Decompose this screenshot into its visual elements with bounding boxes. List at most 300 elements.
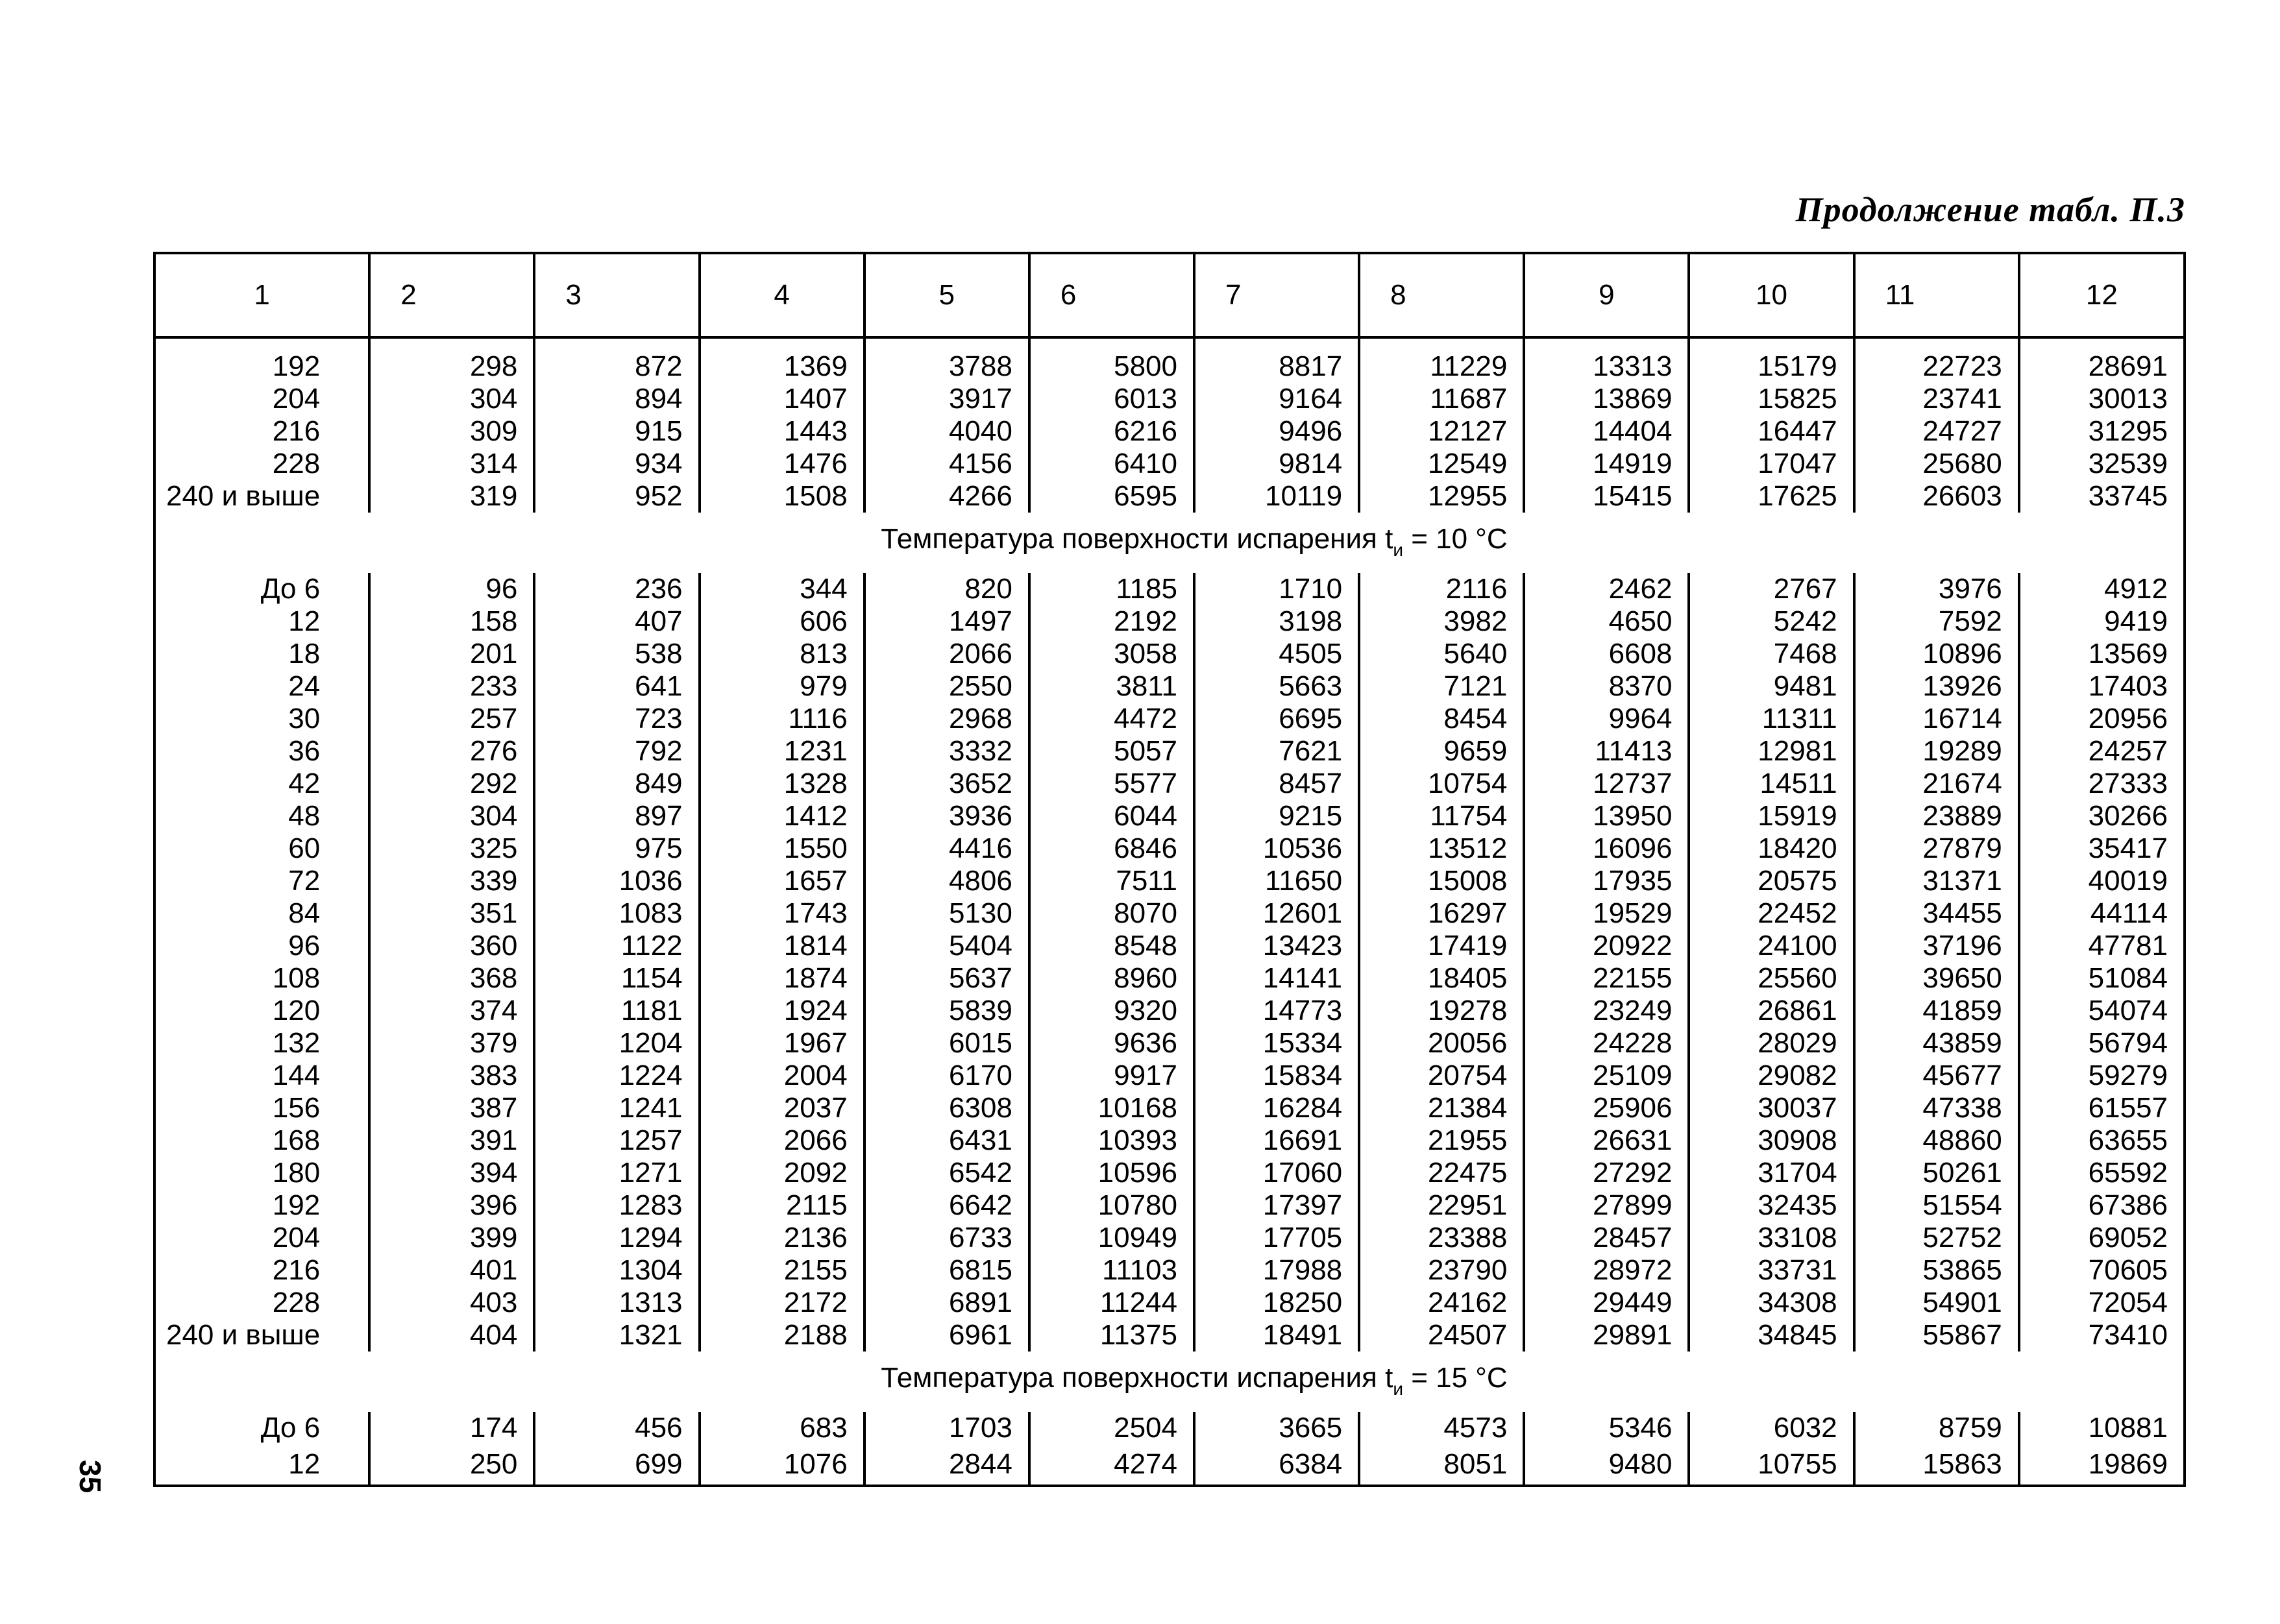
section-edge-cell	[2019, 1351, 2185, 1412]
value-cell: 15834	[1194, 1060, 1359, 1092]
value-cell: 6595	[1029, 480, 1194, 513]
value-cell: 11229	[1359, 350, 1524, 383]
value-cell: 11375	[1029, 1319, 1194, 1351]
table-row	[154, 800, 2185, 832]
spacer-cell	[1689, 337, 1854, 350]
value-cell: 975	[534, 832, 699, 865]
value-cell: 872	[534, 350, 699, 383]
value-cell: 8759	[1854, 1412, 2019, 1444]
value-cell: 1304	[534, 1254, 699, 1287]
value-cell: 10949	[1029, 1222, 1194, 1254]
value-cell: 7621	[1194, 735, 1359, 768]
value-cell: 14404	[1524, 415, 1689, 448]
value-cell: 20575	[1689, 865, 1854, 897]
value-cell: 3788	[864, 350, 1029, 383]
section-edge-cell	[154, 1351, 369, 1412]
value-cell: 8370	[1524, 670, 1689, 703]
value-cell: 399	[369, 1222, 534, 1254]
value-cell: 13423	[1194, 930, 1359, 962]
value-cell: 368	[369, 962, 534, 995]
value-cell: 16096	[1524, 832, 1689, 865]
value-cell: 407	[534, 605, 699, 638]
value-cell: 1116	[700, 703, 864, 735]
value-cell: 40019	[2019, 865, 2185, 897]
value-cell: 10393	[1029, 1124, 1194, 1157]
value-cell: 6642	[864, 1189, 1029, 1222]
value-cell: 33731	[1689, 1254, 1854, 1287]
value-cell: 22951	[1359, 1189, 1524, 1222]
row-label-cell: 120	[154, 995, 369, 1027]
value-cell: 9496	[1194, 415, 1359, 448]
value-cell: 11754	[1359, 800, 1524, 832]
value-cell: 1328	[700, 768, 864, 800]
value-cell: 19529	[1524, 897, 1689, 930]
value-cell: 13569	[2019, 638, 2185, 670]
value-cell: 383	[369, 1060, 534, 1092]
row-label-cell: 168	[154, 1124, 369, 1157]
value-cell: 6961	[864, 1319, 1029, 1351]
spacer-cell	[864, 337, 1029, 350]
value-cell: 32539	[2019, 448, 2185, 480]
value-cell: 45677	[1854, 1060, 2019, 1092]
value-cell: 1204	[534, 1027, 699, 1060]
row-label-cell: 216	[154, 1254, 369, 1287]
value-cell: 14919	[1524, 448, 1689, 480]
column-header: 3	[534, 253, 699, 337]
value-cell: 28972	[1524, 1254, 1689, 1287]
spacer-cell	[369, 337, 534, 350]
table-row	[154, 350, 2185, 383]
value-cell: 31371	[1854, 865, 2019, 897]
value-cell: 10896	[1854, 638, 2019, 670]
value-cell: 1076	[700, 1444, 864, 1486]
value-cell: 23388	[1359, 1222, 1524, 1254]
value-cell: 21955	[1359, 1124, 1524, 1157]
value-cell: 4573	[1359, 1412, 1524, 1444]
value-cell: 351	[369, 897, 534, 930]
value-cell: 17625	[1689, 480, 1854, 513]
value-cell: 1743	[700, 897, 864, 930]
value-cell: 5577	[1029, 768, 1194, 800]
value-cell: 7511	[1029, 865, 1194, 897]
value-cell: 59279	[2019, 1060, 2185, 1092]
value-cell: 73410	[2019, 1319, 2185, 1351]
table-row	[154, 1319, 2185, 1351]
value-cell: 9964	[1524, 703, 1689, 735]
value-cell: 1224	[534, 1060, 699, 1092]
value-cell: 2092	[700, 1157, 864, 1189]
value-cell: 1924	[700, 995, 864, 1027]
value-cell: 21384	[1359, 1092, 1524, 1124]
value-cell: 55867	[1854, 1319, 2019, 1351]
value-cell: 3198	[1194, 605, 1359, 638]
value-cell: 26603	[1854, 480, 2019, 513]
value-cell: 1369	[700, 350, 864, 383]
value-cell: 51084	[2019, 962, 2185, 995]
value-cell: 48860	[1854, 1124, 2019, 1157]
value-cell: 3936	[864, 800, 1029, 832]
row-label-cell: 18	[154, 638, 369, 670]
value-cell: 723	[534, 703, 699, 735]
value-cell: 7121	[1359, 670, 1524, 703]
value-cell: 257	[369, 703, 534, 735]
table-row	[154, 865, 2185, 897]
value-cell: 13512	[1359, 832, 1524, 865]
row-label-cell: 132	[154, 1027, 369, 1060]
value-cell: 4274	[1029, 1444, 1194, 1486]
row-label-cell: 48	[154, 800, 369, 832]
row-label-cell: 24	[154, 670, 369, 703]
value-cell: 360	[369, 930, 534, 962]
value-cell: 298	[369, 350, 534, 383]
row-label-cell: 72	[154, 865, 369, 897]
value-cell: 13950	[1524, 800, 1689, 832]
value-cell: 13869	[1524, 383, 1689, 415]
value-cell: 6015	[864, 1027, 1029, 1060]
value-cell: 12549	[1359, 448, 1524, 480]
value-cell: 43859	[1854, 1027, 2019, 1060]
spacer-row	[154, 337, 2185, 350]
value-cell: 2066	[700, 1124, 864, 1157]
table-row	[154, 448, 2185, 480]
value-cell: 34455	[1854, 897, 2019, 930]
table-row	[154, 573, 2185, 605]
value-cell: 1283	[534, 1189, 699, 1222]
value-cell: 96	[369, 573, 534, 605]
value-cell: 1231	[700, 735, 864, 768]
row-label-cell: 156	[154, 1092, 369, 1124]
value-cell: 11413	[1524, 735, 1689, 768]
value-cell: 387	[369, 1092, 534, 1124]
value-cell: 2115	[700, 1189, 864, 1222]
value-cell: 1257	[534, 1124, 699, 1157]
row-label-cell: 240 и выше	[154, 1319, 369, 1351]
value-cell: 11650	[1194, 865, 1359, 897]
column-header: 6	[1029, 253, 1194, 337]
value-cell: 6733	[864, 1222, 1029, 1254]
value-cell: 9164	[1194, 383, 1359, 415]
value-cell: 1508	[700, 480, 864, 513]
value-cell: 9419	[2019, 605, 2185, 638]
value-cell: 5404	[864, 930, 1029, 962]
value-cell: 2550	[864, 670, 1029, 703]
value-cell: 2004	[700, 1060, 864, 1092]
value-cell: 7592	[1854, 605, 2019, 638]
row-label-cell: 84	[154, 897, 369, 930]
value-cell: 26861	[1689, 995, 1854, 1027]
row-label-cell: 216	[154, 415, 369, 448]
column-header: 8	[1359, 253, 1524, 337]
section-edge-cell	[2019, 513, 2185, 573]
value-cell: 8548	[1029, 930, 1194, 962]
value-cell: 6608	[1524, 638, 1689, 670]
value-cell: 12601	[1194, 897, 1359, 930]
value-cell: 17935	[1524, 865, 1689, 897]
value-cell: 3058	[1029, 638, 1194, 670]
value-cell: 26631	[1524, 1124, 1689, 1157]
value-cell: 16691	[1194, 1124, 1359, 1157]
table-row	[154, 1412, 2185, 1444]
value-cell: 8960	[1029, 962, 1194, 995]
value-cell: 37196	[1854, 930, 2019, 962]
spacer-cell	[700, 337, 864, 350]
value-cell: 2192	[1029, 605, 1194, 638]
table-row	[154, 962, 2185, 995]
table-row	[154, 480, 2185, 513]
value-cell: 6695	[1194, 703, 1359, 735]
value-cell: 6891	[864, 1287, 1029, 1319]
value-cell: 6013	[1029, 383, 1194, 415]
value-cell: 4156	[864, 448, 1029, 480]
value-cell: 24727	[1854, 415, 2019, 448]
value-cell: 915	[534, 415, 699, 448]
spacer-cell	[1359, 337, 1524, 350]
value-cell: 6542	[864, 1157, 1029, 1189]
value-cell: 44114	[2019, 897, 2185, 930]
value-cell: 30013	[2019, 383, 2185, 415]
value-cell: 6216	[1029, 415, 1194, 448]
value-cell: 47338	[1854, 1092, 2019, 1124]
value-cell: 27879	[1854, 832, 2019, 865]
value-cell: 30266	[2019, 800, 2185, 832]
section-title-prefix: Температура поверхности испарения t	[881, 1362, 1393, 1394]
value-cell: 2172	[700, 1287, 864, 1319]
row-label-cell: 12	[154, 605, 369, 638]
row-label-cell: До 6	[154, 1412, 369, 1444]
value-cell: 24228	[1524, 1027, 1689, 1060]
table-row	[154, 995, 2185, 1027]
value-cell: 15919	[1689, 800, 1854, 832]
value-cell: 304	[369, 800, 534, 832]
value-cell: 47781	[2019, 930, 2185, 962]
value-cell: 12737	[1524, 768, 1689, 800]
value-cell: 17705	[1194, 1222, 1359, 1254]
spacer-cell	[154, 337, 369, 350]
value-cell: 9917	[1029, 1060, 1194, 1092]
table-row	[154, 1189, 2185, 1222]
value-cell: 31295	[2019, 415, 2185, 448]
value-cell: 1181	[534, 995, 699, 1027]
value-cell: 63655	[2019, 1124, 2185, 1157]
value-cell: 17060	[1194, 1157, 1359, 1189]
value-cell: 28691	[2019, 350, 2185, 383]
value-cell: 820	[864, 573, 1029, 605]
value-cell: 325	[369, 832, 534, 865]
column-header: 9	[1524, 253, 1689, 337]
value-cell: 20754	[1359, 1060, 1524, 1092]
value-cell: 1083	[534, 897, 699, 930]
value-cell: 2116	[1359, 573, 1524, 605]
value-cell: 54901	[1854, 1287, 2019, 1319]
column-header: 11	[1854, 253, 2019, 337]
value-cell: 9320	[1029, 995, 1194, 1027]
value-cell: 10755	[1689, 1444, 1854, 1486]
value-cell: 344	[700, 573, 864, 605]
section-title-suffix: = 15 °С	[1403, 1362, 1508, 1394]
value-cell: 17988	[1194, 1254, 1359, 1287]
value-cell: 21674	[1854, 768, 2019, 800]
value-cell: 70605	[2019, 1254, 2185, 1287]
value-cell: 897	[534, 800, 699, 832]
value-cell: 201	[369, 638, 534, 670]
value-cell: 29082	[1689, 1060, 1854, 1092]
value-cell: 69052	[2019, 1222, 2185, 1254]
value-cell: 1407	[700, 383, 864, 415]
row-label-cell: 96	[154, 930, 369, 962]
value-cell: 1154	[534, 962, 699, 995]
value-cell: 5839	[864, 995, 1029, 1027]
value-cell: 22452	[1689, 897, 1854, 930]
value-cell: 2504	[1029, 1412, 1194, 1444]
value-cell: 1550	[700, 832, 864, 865]
value-cell: 3332	[864, 735, 1029, 768]
value-cell: 6308	[864, 1092, 1029, 1124]
value-cell: 11687	[1359, 383, 1524, 415]
value-cell: 2462	[1524, 573, 1689, 605]
value-cell: 314	[369, 448, 534, 480]
value-cell: 374	[369, 995, 534, 1027]
value-cell: 3811	[1029, 670, 1194, 703]
value-cell: 24257	[2019, 735, 2185, 768]
value-cell: 1122	[534, 930, 699, 962]
value-cell: 29891	[1524, 1319, 1689, 1351]
value-cell: 2037	[700, 1092, 864, 1124]
value-cell: 16297	[1359, 897, 1524, 930]
value-cell: 1321	[534, 1319, 699, 1351]
value-cell: 33745	[2019, 480, 2185, 513]
value-cell: 5637	[864, 962, 1029, 995]
value-cell: 10780	[1029, 1189, 1194, 1222]
value-cell: 3917	[864, 383, 1029, 415]
value-cell: 18405	[1359, 962, 1524, 995]
row-label-cell: 60	[154, 832, 369, 865]
value-cell: 934	[534, 448, 699, 480]
value-cell: 8070	[1029, 897, 1194, 930]
value-cell: 27899	[1524, 1189, 1689, 1222]
section-title	[369, 513, 2019, 573]
value-cell: 17397	[1194, 1189, 1359, 1222]
row-label-cell: 30	[154, 703, 369, 735]
table-row	[154, 1157, 2185, 1189]
value-cell: 28457	[1524, 1222, 1689, 1254]
value-cell: 72054	[2019, 1287, 2185, 1319]
table-row	[154, 1092, 2185, 1124]
spacer-cell	[534, 337, 699, 350]
value-cell: 5130	[864, 897, 1029, 930]
table-row	[154, 383, 2185, 415]
value-cell: 9480	[1524, 1444, 1689, 1486]
column-header: 1	[154, 253, 369, 337]
value-cell: 10596	[1029, 1157, 1194, 1189]
value-cell: 1036	[534, 865, 699, 897]
value-cell: 20056	[1359, 1027, 1524, 1060]
row-label-cell: 180	[154, 1157, 369, 1189]
spacer-cell	[1194, 337, 1359, 350]
value-cell: 9814	[1194, 448, 1359, 480]
value-cell: 41859	[1854, 995, 2019, 1027]
value-cell: 15179	[1689, 350, 1854, 383]
value-cell: 1967	[700, 1027, 864, 1060]
value-cell: 15334	[1194, 1027, 1359, 1060]
row-label-cell: 228	[154, 448, 369, 480]
table-row	[154, 1444, 2185, 1486]
value-cell: 16284	[1194, 1092, 1359, 1124]
value-cell: 32435	[1689, 1189, 1854, 1222]
value-cell: 17403	[2019, 670, 2185, 703]
value-cell: 52752	[1854, 1222, 2019, 1254]
value-cell: 30037	[1689, 1092, 1854, 1124]
value-cell: 35417	[2019, 832, 2185, 865]
value-cell: 3665	[1194, 1412, 1359, 1444]
value-cell: 379	[369, 1027, 534, 1060]
value-cell: 18250	[1194, 1287, 1359, 1319]
spacer-cell	[1854, 337, 2019, 350]
value-cell: 19289	[1854, 735, 2019, 768]
value-cell: 54074	[2019, 995, 2185, 1027]
value-cell: 9481	[1689, 670, 1854, 703]
value-cell: 25109	[1524, 1060, 1689, 1092]
value-cell: 4505	[1194, 638, 1359, 670]
value-cell: 15863	[1854, 1444, 2019, 1486]
value-cell: 2188	[700, 1319, 864, 1351]
table-row	[154, 897, 2185, 930]
value-cell: 14141	[1194, 962, 1359, 995]
value-cell: 22723	[1854, 350, 2019, 383]
table-row	[154, 670, 2185, 703]
value-cell: 17419	[1359, 930, 1524, 962]
value-cell: 6815	[864, 1254, 1029, 1287]
row-label-cell: 12	[154, 1444, 369, 1486]
value-cell: 1703	[864, 1412, 1029, 1444]
value-cell: 27292	[1524, 1157, 1689, 1189]
table-row	[154, 930, 2185, 962]
value-cell: 14773	[1194, 995, 1359, 1027]
value-cell: 5800	[1029, 350, 1194, 383]
column-header: 10	[1689, 253, 1854, 337]
row-label-cell: 42	[154, 768, 369, 800]
column-header: 7	[1194, 253, 1359, 337]
value-cell: 14511	[1689, 768, 1854, 800]
table-row	[154, 1222, 2185, 1254]
section-title-subscript: и	[1393, 1379, 1403, 1399]
row-label-cell: 240 и выше	[154, 480, 369, 513]
section-heading-row	[154, 513, 2185, 573]
section-heading-row	[154, 1351, 2185, 1412]
table-row	[154, 768, 2185, 800]
value-cell: 17047	[1689, 448, 1854, 480]
value-cell: 53865	[1854, 1254, 2019, 1287]
value-cell: 39650	[1854, 962, 2019, 995]
value-cell: 339	[369, 865, 534, 897]
value-cell: 23741	[1854, 383, 2019, 415]
value-cell: 12955	[1359, 480, 1524, 513]
value-cell: 15008	[1359, 865, 1524, 897]
value-cell: 9636	[1029, 1027, 1194, 1060]
value-cell: 61557	[2019, 1092, 2185, 1124]
value-cell: 23249	[1524, 995, 1689, 1027]
value-cell: 304	[369, 383, 534, 415]
value-cell: 1657	[700, 865, 864, 897]
value-cell: 1271	[534, 1157, 699, 1189]
value-cell: 1476	[700, 448, 864, 480]
row-label-cell: 204	[154, 383, 369, 415]
value-cell: 8454	[1359, 703, 1524, 735]
value-cell: 4472	[1029, 703, 1194, 735]
row-label-cell: До 6	[154, 573, 369, 605]
value-cell: 2136	[700, 1222, 864, 1254]
value-cell: 1294	[534, 1222, 699, 1254]
value-cell: 404	[369, 1319, 534, 1351]
